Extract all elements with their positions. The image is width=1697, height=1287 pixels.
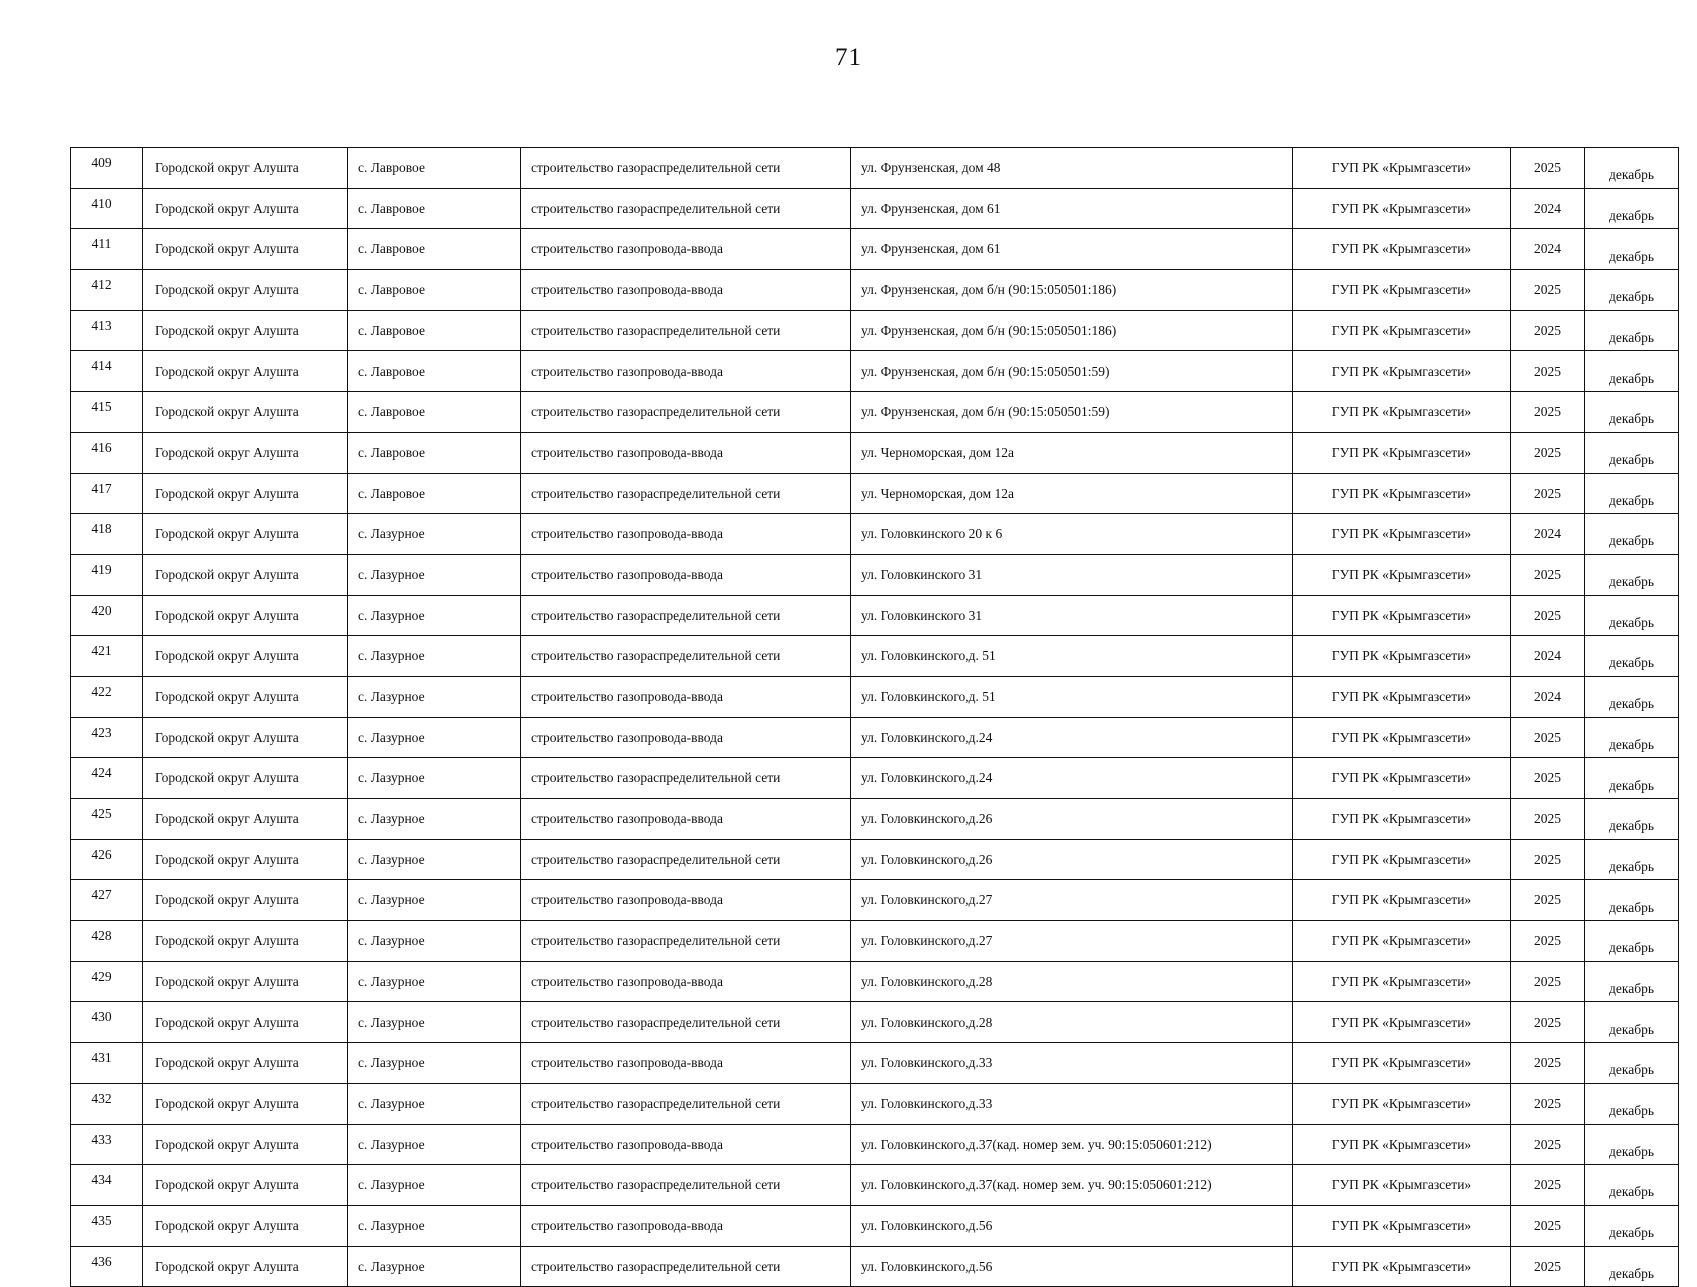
year-cell: 2025 <box>1511 961 1585 1002</box>
address-cell: ул. Головкинского,д.24 <box>851 717 1293 758</box>
year-cell: 2025 <box>1511 921 1585 962</box>
settlement-cell: с. Лазурное <box>348 1246 521 1287</box>
row-number-cell: 417 <box>71 473 143 514</box>
work-type-cell: строительство газораспределительной сети <box>521 148 851 189</box>
district-cell: Городской округ Алушта <box>143 676 348 717</box>
district-cell: Городской округ Алушта <box>143 758 348 799</box>
year-cell: 2025 <box>1511 839 1585 880</box>
settlement-cell: с. Лазурное <box>348 1124 521 1165</box>
district-cell: Городской округ Алушта <box>143 1002 348 1043</box>
year-cell: 2025 <box>1511 1043 1585 1084</box>
table-row <box>71 839 1679 880</box>
organization-cell: ГУП РК «Крымгазсети» <box>1293 514 1511 555</box>
organization-cell: ГУП РК «Крымгазсети» <box>1293 1124 1511 1165</box>
month-cell: декабрь <box>1585 961 1679 1002</box>
row-number-cell: 425 <box>71 799 143 840</box>
address-cell: ул. Фрунзенская, дом б/н (90:15:050501:186) <box>851 270 1293 311</box>
address-cell: ул. Головкинского,д.28 <box>851 1002 1293 1043</box>
settlement-cell: с. Лавровое <box>348 351 521 392</box>
settlement-cell: с. Лазурное <box>348 1083 521 1124</box>
year-cell: 2025 <box>1511 310 1585 351</box>
organization-cell: ГУП РК «Крымгазсети» <box>1293 880 1511 921</box>
address-cell: ул. Головкинского,д. 51 <box>851 636 1293 677</box>
month-cell: декабрь <box>1585 1205 1679 1246</box>
table-row <box>71 758 1679 799</box>
work-type-cell: строительство газораспределительной сети <box>521 595 851 636</box>
month-cell: декабрь <box>1585 1043 1679 1084</box>
address-cell: ул. Головкинского,д. 51 <box>851 676 1293 717</box>
work-type-cell: строительство газопровода-ввода <box>521 961 851 1002</box>
row-number-cell: 424 <box>71 758 143 799</box>
table-row <box>71 799 1679 840</box>
organization-cell: ГУП РК «Крымгазсети» <box>1293 473 1511 514</box>
year-cell: 2025 <box>1511 1124 1585 1165</box>
settlement-cell: с. Лавровое <box>348 392 521 433</box>
address-cell: ул. Головкинского,д.56 <box>851 1246 1293 1287</box>
year-cell: 2025 <box>1511 1205 1585 1246</box>
work-type-cell: строительство газопровода-ввода <box>521 351 851 392</box>
settlement-cell: с. Лазурное <box>348 1002 521 1043</box>
address-cell: ул. Головкинского,д.26 <box>851 839 1293 880</box>
work-type-cell: строительство газопровода-ввода <box>521 1124 851 1165</box>
organization-cell: ГУП РК «Крымгазсети» <box>1293 799 1511 840</box>
address-cell: ул. Головкинского,д.37(кад. номер зем. уч. 90:15:050601:212) <box>851 1165 1293 1206</box>
work-type-cell: строительство газопровода-ввода <box>521 432 851 473</box>
row-number-cell: 433 <box>71 1124 143 1165</box>
table-row <box>71 1002 1679 1043</box>
table-row <box>71 229 1679 270</box>
work-type-cell: строительство газораспределительной сети <box>521 1165 851 1206</box>
settlement-cell: с. Лазурное <box>348 1043 521 1084</box>
year-cell: 2025 <box>1511 758 1585 799</box>
work-type-cell: строительство газораспределительной сети <box>521 188 851 229</box>
settlement-cell: с. Лазурное <box>348 758 521 799</box>
address-cell: ул. Головкинского,д.27 <box>851 921 1293 962</box>
address-cell: ул. Головкинского,д.28 <box>851 961 1293 1002</box>
year-cell: 2025 <box>1511 148 1585 189</box>
address-cell: ул. Черноморская, дом 12а <box>851 432 1293 473</box>
organization-cell: ГУП РК «Крымгазсети» <box>1293 188 1511 229</box>
table-row <box>71 880 1679 921</box>
row-number-cell: 426 <box>71 839 143 880</box>
year-cell: 2025 <box>1511 351 1585 392</box>
table-row <box>71 1124 1679 1165</box>
row-number-cell: 419 <box>71 554 143 595</box>
month-cell: декабрь <box>1585 1246 1679 1287</box>
settlement-cell: с. Лавровое <box>348 473 521 514</box>
settlement-cell: с. Лавровое <box>348 270 521 311</box>
row-number-cell: 431 <box>71 1043 143 1084</box>
district-cell: Городской округ Алушта <box>143 839 348 880</box>
settlement-cell: с. Лавровое <box>348 310 521 351</box>
year-cell: 2024 <box>1511 676 1585 717</box>
year-cell: 2025 <box>1511 1083 1585 1124</box>
district-cell: Городской округ Алушта <box>143 351 348 392</box>
organization-cell: ГУП РК «Крымгазсети» <box>1293 1205 1511 1246</box>
work-type-cell: строительство газораспределительной сети <box>521 1246 851 1287</box>
month-cell: декабрь <box>1585 636 1679 677</box>
row-number-cell: 411 <box>71 229 143 270</box>
table-row <box>71 921 1679 962</box>
row-number-cell: 430 <box>71 1002 143 1043</box>
year-cell: 2025 <box>1511 473 1585 514</box>
district-cell: Городской округ Алушта <box>143 595 348 636</box>
organization-cell: ГУП РК «Крымгазсети» <box>1293 758 1511 799</box>
organization-cell: ГУП РК «Крымгазсети» <box>1293 270 1511 311</box>
organization-cell: ГУП РК «Крымгазсети» <box>1293 717 1511 758</box>
organization-cell: ГУП РК «Крымгазсети» <box>1293 1165 1511 1206</box>
month-cell: декабрь <box>1585 880 1679 921</box>
year-cell: 2024 <box>1511 188 1585 229</box>
organization-cell: ГУП РК «Крымгазсети» <box>1293 554 1511 595</box>
district-cell: Городской округ Алушта <box>143 880 348 921</box>
table-row <box>71 595 1679 636</box>
table-row <box>71 514 1679 555</box>
address-cell: ул. Фрунзенская, дом 48 <box>851 148 1293 189</box>
organization-cell: ГУП РК «Крымгазсети» <box>1293 595 1511 636</box>
month-cell: декабрь <box>1585 839 1679 880</box>
month-cell: декабрь <box>1585 595 1679 636</box>
table-row <box>71 473 1679 514</box>
address-cell: ул. Головкинского 20 к 6 <box>851 514 1293 555</box>
year-cell: 2025 <box>1511 1246 1585 1287</box>
work-type-cell: строительство газопровода-ввода <box>521 717 851 758</box>
month-cell: декабрь <box>1585 473 1679 514</box>
organization-cell: ГУП РК «Крымгазсети» <box>1293 1043 1511 1084</box>
year-cell: 2025 <box>1511 1002 1585 1043</box>
month-cell: декабрь <box>1585 392 1679 433</box>
address-cell: ул. Фрунзенская, дом 61 <box>851 188 1293 229</box>
settlement-cell: с. Лавровое <box>348 148 521 189</box>
row-number-cell: 409 <box>71 148 143 189</box>
work-type-cell: строительство газораспределительной сети <box>521 1002 851 1043</box>
settlement-cell: с. Лазурное <box>348 1205 521 1246</box>
row-number-cell: 423 <box>71 717 143 758</box>
year-cell: 2025 <box>1511 595 1585 636</box>
page-number: 71 <box>835 44 862 71</box>
table-body <box>71 148 1679 1287</box>
row-number-cell: 427 <box>71 880 143 921</box>
work-type-cell: строительство газораспределительной сети <box>521 839 851 880</box>
month-cell: декабрь <box>1585 1002 1679 1043</box>
row-number-cell: 432 <box>71 1083 143 1124</box>
address-cell: ул. Головкинского 31 <box>851 554 1293 595</box>
table-row <box>71 392 1679 433</box>
row-number-cell: 429 <box>71 961 143 1002</box>
district-cell: Городской округ Алушта <box>143 432 348 473</box>
district-cell: Городской округ Алушта <box>143 1205 348 1246</box>
table-row <box>71 351 1679 392</box>
organization-cell: ГУП РК «Крымгазсети» <box>1293 1246 1511 1287</box>
district-cell: Городской округ Алушта <box>143 921 348 962</box>
settlement-cell: с. Лазурное <box>348 880 521 921</box>
address-cell: ул. Головкинского,д.27 <box>851 880 1293 921</box>
table-row <box>71 717 1679 758</box>
district-cell: Городской округ Алушта <box>143 1124 348 1165</box>
work-type-cell: строительство газопровода-ввода <box>521 880 851 921</box>
table-row <box>71 1246 1679 1287</box>
year-cell: 2025 <box>1511 432 1585 473</box>
month-cell: декабрь <box>1585 229 1679 270</box>
row-number-cell: 428 <box>71 921 143 962</box>
year-cell: 2025 <box>1511 717 1585 758</box>
table-row <box>71 636 1679 677</box>
month-cell: декабрь <box>1585 270 1679 311</box>
month-cell: декабрь <box>1585 351 1679 392</box>
work-type-cell: строительство газопровода-ввода <box>521 229 851 270</box>
work-type-cell: строительство газораспределительной сети <box>521 1083 851 1124</box>
organization-cell: ГУП РК «Крымгазсети» <box>1293 961 1511 1002</box>
organization-cell: ГУП РК «Крымгазсети» <box>1293 676 1511 717</box>
settlement-cell: с. Лазурное <box>348 839 521 880</box>
table-row <box>71 1165 1679 1206</box>
month-cell: декабрь <box>1585 676 1679 717</box>
table-row <box>71 961 1679 1002</box>
address-cell: ул. Головкинского,д.37(кад. номер зем. уч. 90:15:050601:212) <box>851 1124 1293 1165</box>
district-cell: Городской округ Алушта <box>143 188 348 229</box>
row-number-cell: 418 <box>71 514 143 555</box>
table-row <box>71 270 1679 311</box>
work-type-cell: строительство газопровода-ввода <box>521 1205 851 1246</box>
address-cell: ул. Фрунзенская, дом б/н (90:15:050501:59) <box>851 351 1293 392</box>
district-cell: Городской округ Алушта <box>143 1083 348 1124</box>
work-type-cell: строительство газопровода-ввода <box>521 676 851 717</box>
work-type-cell: строительство газопровода-ввода <box>521 514 851 555</box>
settlement-cell: с. Лавровое <box>348 432 521 473</box>
address-cell: ул. Фрунзенская, дом б/н (90:15:050501:186) <box>851 310 1293 351</box>
district-cell: Городской округ Алушта <box>143 554 348 595</box>
settlement-cell: с. Лазурное <box>348 554 521 595</box>
row-number-cell: 422 <box>71 676 143 717</box>
organization-cell: ГУП РК «Крымгазсети» <box>1293 229 1511 270</box>
address-cell: ул. Черноморская, дом 12а <box>851 473 1293 514</box>
year-cell: 2024 <box>1511 636 1585 677</box>
district-cell: Городской округ Алушта <box>143 636 348 677</box>
district-cell: Городской округ Алушта <box>143 717 348 758</box>
work-type-cell: строительство газопровода-ввода <box>521 270 851 311</box>
settlement-cell: с. Лазурное <box>348 799 521 840</box>
settlement-cell: с. Лазурное <box>348 921 521 962</box>
table-row <box>71 148 1679 189</box>
organization-cell: ГУП РК «Крымгазсети» <box>1293 636 1511 677</box>
month-cell: декабрь <box>1585 921 1679 962</box>
row-number-cell: 413 <box>71 310 143 351</box>
row-number-cell: 412 <box>71 270 143 311</box>
year-cell: 2024 <box>1511 229 1585 270</box>
table-row <box>71 188 1679 229</box>
month-cell: декабрь <box>1585 432 1679 473</box>
table-row <box>71 1083 1679 1124</box>
address-cell: ул. Головкинского,д.26 <box>851 799 1293 840</box>
settlement-cell: с. Лазурное <box>348 514 521 555</box>
work-type-cell: строительство газораспределительной сети <box>521 392 851 433</box>
address-cell: ул. Головкинского,д.24 <box>851 758 1293 799</box>
month-cell: декабрь <box>1585 1083 1679 1124</box>
address-cell: ул. Головкинского,д.56 <box>851 1205 1293 1246</box>
month-cell: декабрь <box>1585 148 1679 189</box>
row-number-cell: 420 <box>71 595 143 636</box>
year-cell: 2025 <box>1511 392 1585 433</box>
row-number-cell: 434 <box>71 1165 143 1206</box>
work-type-cell: строительство газораспределительной сети <box>521 310 851 351</box>
organization-cell: ГУП РК «Крымгазсети» <box>1293 1083 1511 1124</box>
settlement-cell: с. Лазурное <box>348 636 521 677</box>
district-cell: Городской округ Алушта <box>143 961 348 1002</box>
row-number-cell: 436 <box>71 1246 143 1287</box>
organization-cell: ГУП РК «Крымгазсети» <box>1293 392 1511 433</box>
year-cell: 2024 <box>1511 514 1585 555</box>
table-row <box>71 432 1679 473</box>
address-cell: ул. Головкинского,д.33 <box>851 1083 1293 1124</box>
address-cell: ул. Фрунзенская, дом б/н (90:15:050501:59) <box>851 392 1293 433</box>
address-cell: ул. Головкинского 31 <box>851 595 1293 636</box>
district-cell: Городской округ Алушта <box>143 473 348 514</box>
row-number-cell: 416 <box>71 432 143 473</box>
district-cell: Городской округ Алушта <box>143 799 348 840</box>
row-number-cell: 414 <box>71 351 143 392</box>
month-cell: декабрь <box>1585 717 1679 758</box>
address-cell: ул. Фрунзенская, дом 61 <box>851 229 1293 270</box>
table-row <box>71 310 1679 351</box>
district-cell: Городской округ Алушта <box>143 1043 348 1084</box>
row-number-cell: 415 <box>71 392 143 433</box>
table-row <box>71 1205 1679 1246</box>
row-number-cell: 410 <box>71 188 143 229</box>
table-row <box>71 676 1679 717</box>
organization-cell: ГУП РК «Крымгазсети» <box>1293 351 1511 392</box>
district-cell: Городской округ Алушта <box>143 392 348 433</box>
organization-cell: ГУП РК «Крымгазсети» <box>1293 921 1511 962</box>
month-cell: декабрь <box>1585 758 1679 799</box>
year-cell: 2025 <box>1511 880 1585 921</box>
table-row <box>71 1043 1679 1084</box>
gasification-table <box>70 147 1679 1287</box>
district-cell: Городской округ Алушта <box>143 1165 348 1206</box>
organization-cell: ГУП РК «Крымгазсети» <box>1293 839 1511 880</box>
settlement-cell: с. Лазурное <box>348 676 521 717</box>
table-row <box>71 554 1679 595</box>
district-cell: Городской округ Алушта <box>143 148 348 189</box>
organization-cell: ГУП РК «Крымгазсети» <box>1293 310 1511 351</box>
district-cell: Городской округ Алушта <box>143 229 348 270</box>
district-cell: Городской округ Алушта <box>143 310 348 351</box>
work-type-cell: строительство газораспределительной сети <box>521 636 851 677</box>
work-type-cell: строительство газораспределительной сети <box>521 758 851 799</box>
month-cell: декабрь <box>1585 188 1679 229</box>
district-cell: Городской округ Алушта <box>143 1246 348 1287</box>
settlement-cell: с. Лавровое <box>348 188 521 229</box>
settlement-cell: с. Лазурное <box>348 595 521 636</box>
month-cell: декабрь <box>1585 1165 1679 1206</box>
district-cell: Городской округ Алушта <box>143 270 348 311</box>
work-type-cell: строительство газопровода-ввода <box>521 1043 851 1084</box>
month-cell: декабрь <box>1585 1124 1679 1165</box>
month-cell: декабрь <box>1585 799 1679 840</box>
organization-cell: ГУП РК «Крымгазсети» <box>1293 432 1511 473</box>
address-cell: ул. Головкинского,д.33 <box>851 1043 1293 1084</box>
settlement-cell: с. Лазурное <box>348 717 521 758</box>
work-type-cell: строительство газораспределительной сети <box>521 921 851 962</box>
row-number-cell: 435 <box>71 1205 143 1246</box>
year-cell: 2025 <box>1511 554 1585 595</box>
settlement-cell: с. Лазурное <box>348 1165 521 1206</box>
month-cell: декабрь <box>1585 514 1679 555</box>
organization-cell: ГУП РК «Крымгазсети» <box>1293 1002 1511 1043</box>
work-type-cell: строительство газораспределительной сети <box>521 473 851 514</box>
year-cell: 2025 <box>1511 1165 1585 1206</box>
settlement-cell: с. Лазурное <box>348 961 521 1002</box>
work-type-cell: строительство газопровода-ввода <box>521 554 851 595</box>
organization-cell: ГУП РК «Крымгазсети» <box>1293 148 1511 189</box>
work-type-cell: строительство газопровода-ввода <box>521 799 851 840</box>
month-cell: декабрь <box>1585 310 1679 351</box>
month-cell: декабрь <box>1585 554 1679 595</box>
year-cell: 2025 <box>1511 270 1585 311</box>
district-cell: Городской округ Алушта <box>143 514 348 555</box>
settlement-cell: с. Лавровое <box>348 229 521 270</box>
year-cell: 2025 <box>1511 799 1585 840</box>
row-number-cell: 421 <box>71 636 143 677</box>
